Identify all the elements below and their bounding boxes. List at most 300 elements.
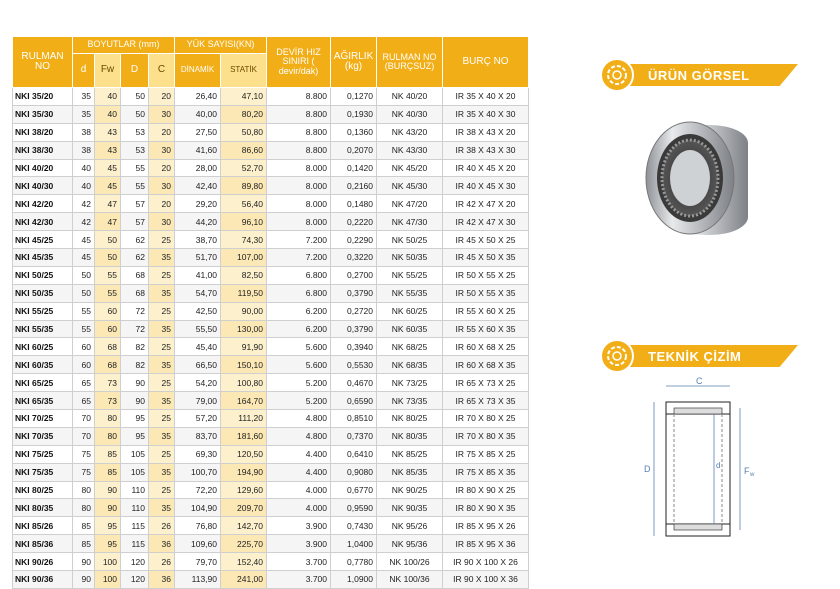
table-cell: 100 bbox=[95, 571, 121, 589]
table-cell: 0,6410 bbox=[331, 445, 377, 463]
table-cell: 0,2070 bbox=[331, 141, 377, 159]
table-cell: 85 bbox=[73, 535, 95, 553]
table-cell: NKI 45/35 bbox=[13, 249, 73, 267]
table-cell: 115 bbox=[121, 517, 149, 535]
table-cell: 20 bbox=[149, 123, 175, 141]
table-cell: 0,2220 bbox=[331, 213, 377, 231]
table-row bbox=[13, 105, 529, 123]
table-cell: 45 bbox=[73, 231, 95, 249]
header-d: d bbox=[73, 54, 95, 88]
table-cell: NKI 60/35 bbox=[13, 356, 73, 374]
table-cell: 3.700 bbox=[267, 571, 331, 589]
table-cell: 35 bbox=[149, 249, 175, 267]
table-cell: NK 80/35 bbox=[377, 427, 443, 445]
table-cell: 100 bbox=[95, 553, 121, 571]
table-cell: IR 70 X 80 X 35 bbox=[443, 427, 529, 445]
table-row bbox=[13, 374, 529, 392]
table-cell: 4.800 bbox=[267, 410, 331, 428]
table-cell: NKI 65/35 bbox=[13, 392, 73, 410]
table-cell: 35 bbox=[149, 392, 175, 410]
table-cell: 30 bbox=[149, 105, 175, 123]
table-row bbox=[13, 535, 529, 553]
table-cell: 0,9080 bbox=[331, 463, 377, 481]
table-cell: NK 55/25 bbox=[377, 266, 443, 284]
table-cell: NK 80/25 bbox=[377, 410, 443, 428]
table-cell: 35 bbox=[149, 284, 175, 302]
table-cell: NK 90/35 bbox=[377, 499, 443, 517]
table-cell: 53 bbox=[121, 141, 149, 159]
table-row bbox=[13, 284, 529, 302]
table-row bbox=[13, 249, 529, 267]
table-cell: 25 bbox=[149, 410, 175, 428]
table-cell: NK 68/35 bbox=[377, 356, 443, 374]
table-cell: IR 60 X 68 X 35 bbox=[443, 356, 529, 374]
table-row bbox=[13, 392, 529, 410]
table-cell: 82,50 bbox=[221, 266, 267, 284]
table-cell: 30 bbox=[149, 177, 175, 195]
table-cell: NKI 60/25 bbox=[13, 338, 73, 356]
table-cell: 25 bbox=[149, 374, 175, 392]
table-cell: IR 70 X 80 X 25 bbox=[443, 410, 529, 428]
table-cell: IR 50 X 55 X 25 bbox=[443, 266, 529, 284]
table-cell: IR 85 X 95 X 36 bbox=[443, 535, 529, 553]
table-cell: 28,00 bbox=[175, 159, 221, 177]
table-cell: IR 75 X 85 X 35 bbox=[443, 463, 529, 481]
table-cell: 4.400 bbox=[267, 463, 331, 481]
table-row bbox=[13, 266, 529, 284]
table-cell: 225,70 bbox=[221, 535, 267, 553]
table-cell: IR 55 X 60 X 25 bbox=[443, 302, 529, 320]
table-cell: 25 bbox=[149, 481, 175, 499]
table-cell: 45 bbox=[95, 177, 121, 195]
table-cell: 100,70 bbox=[175, 463, 221, 481]
table-cell: 90 bbox=[95, 499, 121, 517]
table-cell: 82 bbox=[121, 338, 149, 356]
table-cell: NKI 45/25 bbox=[13, 231, 73, 249]
table-cell: 53 bbox=[121, 123, 149, 141]
table-cell: 54,70 bbox=[175, 284, 221, 302]
table-cell: NKI 40/30 bbox=[13, 177, 73, 195]
table-cell: NK 90/25 bbox=[377, 481, 443, 499]
bearing-badge-icon bbox=[600, 58, 634, 92]
table-cell: 40 bbox=[95, 105, 121, 123]
table-cell: 40 bbox=[73, 159, 95, 177]
table-cell: 35 bbox=[149, 427, 175, 445]
table-cell: NKI 55/25 bbox=[13, 302, 73, 320]
table-cell: 6.800 bbox=[267, 284, 331, 302]
table-cell: 41,00 bbox=[175, 266, 221, 284]
table-cell: 8.800 bbox=[267, 105, 331, 123]
table-cell: NK 40/20 bbox=[377, 88, 443, 106]
table-cell: 82 bbox=[121, 356, 149, 374]
table-cell: 80,20 bbox=[221, 105, 267, 123]
table-cell: IR 35 X 40 X 20 bbox=[443, 88, 529, 106]
table-cell: 75 bbox=[73, 445, 95, 463]
table-cell: 65 bbox=[73, 392, 95, 410]
table-cell: 111,20 bbox=[221, 410, 267, 428]
table-cell: 90 bbox=[95, 481, 121, 499]
table-cell: 30 bbox=[149, 213, 175, 231]
table-cell: 43 bbox=[95, 123, 121, 141]
table-cell: 8.800 bbox=[267, 141, 331, 159]
table-cell: 0,1360 bbox=[331, 123, 377, 141]
table-cell: NK 85/25 bbox=[377, 445, 443, 463]
table-cell: 120 bbox=[121, 553, 149, 571]
table-cell: 3.900 bbox=[267, 517, 331, 535]
table-cell: 68 bbox=[121, 284, 149, 302]
table-cell: NK 73/25 bbox=[377, 374, 443, 392]
table-cell: 29,20 bbox=[175, 195, 221, 213]
table-cell: 47 bbox=[95, 213, 121, 231]
section-urun-gorsel bbox=[600, 60, 800, 86]
header-dinamik: DİNAMİK bbox=[175, 54, 221, 88]
table-row bbox=[13, 481, 529, 499]
table-cell: 36 bbox=[149, 571, 175, 589]
table-cell: 0,7370 bbox=[331, 427, 377, 445]
table-cell: 6.800 bbox=[267, 266, 331, 284]
table-cell: 1,0900 bbox=[331, 571, 377, 589]
table-cell: 44,20 bbox=[175, 213, 221, 231]
table-cell: 45 bbox=[95, 159, 121, 177]
table-cell: 57 bbox=[121, 213, 149, 231]
table-cell: 85 bbox=[73, 517, 95, 535]
table-cell: 1,0400 bbox=[331, 535, 377, 553]
table-cell: 40 bbox=[73, 177, 95, 195]
table-cell: 55 bbox=[121, 177, 149, 195]
table-cell: 69,30 bbox=[175, 445, 221, 463]
table-row bbox=[13, 517, 529, 535]
table-cell: 68 bbox=[95, 338, 121, 356]
table-row bbox=[13, 177, 529, 195]
table-cell: NK 50/35 bbox=[377, 249, 443, 267]
table-row bbox=[13, 302, 529, 320]
drawing-label-D: D bbox=[644, 464, 651, 474]
table-cell: NK 73/35 bbox=[377, 392, 443, 410]
table-cell: 47 bbox=[95, 195, 121, 213]
table-row bbox=[13, 231, 529, 249]
table-cell: 0,6770 bbox=[331, 481, 377, 499]
table-cell: 4.400 bbox=[267, 445, 331, 463]
table-cell: NKI 50/25 bbox=[13, 266, 73, 284]
table-cell: NKI 80/35 bbox=[13, 499, 73, 517]
table-cell: 8.000 bbox=[267, 177, 331, 195]
table-cell: 65 bbox=[73, 374, 95, 392]
table-cell: 0,3790 bbox=[331, 320, 377, 338]
table-cell: 90 bbox=[121, 374, 149, 392]
table-cell: 55 bbox=[73, 320, 95, 338]
table-cell: 0,2160 bbox=[331, 177, 377, 195]
table-row bbox=[13, 195, 529, 213]
table-cell: NK 40/30 bbox=[377, 105, 443, 123]
table-cell: NKI 50/35 bbox=[13, 284, 73, 302]
table-cell: 0,1480 bbox=[331, 195, 377, 213]
table-cell: 50 bbox=[73, 266, 95, 284]
table-cell: 0,3790 bbox=[331, 284, 377, 302]
table-cell: NKI 70/35 bbox=[13, 427, 73, 445]
table-row bbox=[13, 320, 529, 338]
table-cell: 80 bbox=[95, 427, 121, 445]
table-cell: IR 65 X 73 X 25 bbox=[443, 374, 529, 392]
table-cell: IR 85 X 95 X 26 bbox=[443, 517, 529, 535]
table-cell: 8.800 bbox=[267, 123, 331, 141]
table-cell: 75 bbox=[73, 463, 95, 481]
table-cell: 104,90 bbox=[175, 499, 221, 517]
table-cell: NK 43/20 bbox=[377, 123, 443, 141]
table-cell: 40 bbox=[95, 88, 121, 106]
table-cell: 90,00 bbox=[221, 302, 267, 320]
table-cell: 142,70 bbox=[221, 517, 267, 535]
table-cell: 25 bbox=[149, 338, 175, 356]
header-devir-hiz: DEVİR HIZ SINIRI ( devir/dak) bbox=[267, 37, 331, 88]
table-cell: 45 bbox=[73, 249, 95, 267]
table-cell: 25 bbox=[149, 302, 175, 320]
table-cell: IR 38 X 43 X 30 bbox=[443, 141, 529, 159]
table-cell: NKI 80/25 bbox=[13, 481, 73, 499]
table-cell: 50 bbox=[95, 249, 121, 267]
table-cell: NKI 42/30 bbox=[13, 213, 73, 231]
table-cell: 55 bbox=[95, 266, 121, 284]
table-cell: 55 bbox=[73, 302, 95, 320]
table-cell: 60 bbox=[73, 356, 95, 374]
table-cell: 90 bbox=[73, 571, 95, 589]
table-cell: IR 35 X 40 X 30 bbox=[443, 105, 529, 123]
table-cell: NKI 85/26 bbox=[13, 517, 73, 535]
table-row bbox=[13, 445, 529, 463]
table-cell: NKI 75/35 bbox=[13, 463, 73, 481]
table-cell: NKI 90/36 bbox=[13, 571, 73, 589]
table-cell: 6.200 bbox=[267, 302, 331, 320]
table-cell: 57,20 bbox=[175, 410, 221, 428]
table-cell: 76,80 bbox=[175, 517, 221, 535]
table-cell: 0,7780 bbox=[331, 553, 377, 571]
table-cell: 35 bbox=[73, 105, 95, 123]
table-cell: 52,70 bbox=[221, 159, 267, 177]
table-cell: 25 bbox=[149, 445, 175, 463]
table-row bbox=[13, 410, 529, 428]
table-cell: 90 bbox=[121, 392, 149, 410]
table-cell: IR 65 X 73 X 35 bbox=[443, 392, 529, 410]
table-cell: 68 bbox=[95, 356, 121, 374]
table-cell: NKI 35/30 bbox=[13, 105, 73, 123]
table-cell: 62 bbox=[121, 231, 149, 249]
table-cell: 89,80 bbox=[221, 177, 267, 195]
table-cell: 110 bbox=[121, 481, 149, 499]
table-cell: 120 bbox=[121, 571, 149, 589]
product-image bbox=[630, 100, 770, 250]
table-cell: 110 bbox=[121, 499, 149, 517]
table-row bbox=[13, 553, 529, 571]
table-cell: 4.000 bbox=[267, 481, 331, 499]
table-cell: 100,80 bbox=[221, 374, 267, 392]
table-cell: 79,70 bbox=[175, 553, 221, 571]
table-cell: 0,2290 bbox=[331, 231, 377, 249]
section-title-urun-gorsel: ÜRÜN GÖRSEL bbox=[648, 68, 750, 83]
table-cell: 5.200 bbox=[267, 392, 331, 410]
table-cell: 70 bbox=[73, 410, 95, 428]
table-cell: IR 80 X 90 X 35 bbox=[443, 499, 529, 517]
table-cell: 105 bbox=[121, 445, 149, 463]
table-cell: 95 bbox=[121, 427, 149, 445]
table-row bbox=[13, 159, 529, 177]
header-statik: STATİK bbox=[221, 54, 267, 88]
table-cell: 209,70 bbox=[221, 499, 267, 517]
table-cell: 3.700 bbox=[267, 553, 331, 571]
table-cell: 8.000 bbox=[267, 159, 331, 177]
table-cell: 0,2720 bbox=[331, 302, 377, 320]
table-row bbox=[13, 141, 529, 159]
table-cell: IR 42 X 47 X 20 bbox=[443, 195, 529, 213]
table-cell: 62 bbox=[121, 249, 149, 267]
technical-drawing bbox=[630, 372, 770, 552]
section-title-teknik-cizim: TEKNİK ÇİZİM bbox=[648, 349, 742, 364]
table-cell: 41,60 bbox=[175, 141, 221, 159]
header-D: D bbox=[121, 54, 149, 88]
table-cell: NK 55/35 bbox=[377, 284, 443, 302]
table-cell: 7.200 bbox=[267, 249, 331, 267]
table-cell: 241,00 bbox=[221, 571, 267, 589]
table-cell: 50 bbox=[95, 231, 121, 249]
table-cell: 45,40 bbox=[175, 338, 221, 356]
table-row bbox=[13, 463, 529, 481]
table-cell: 150,10 bbox=[221, 356, 267, 374]
table-cell: 0,1270 bbox=[331, 88, 377, 106]
header-agirlik: AĞIRLIK (kg) bbox=[331, 37, 377, 88]
section-teknik-cizim bbox=[600, 341, 800, 367]
table-cell: 80 bbox=[73, 499, 95, 517]
table-cell: 35 bbox=[149, 356, 175, 374]
table-cell: 130,00 bbox=[221, 320, 267, 338]
table-cell: 72 bbox=[121, 320, 149, 338]
table-cell: 40,00 bbox=[175, 105, 221, 123]
table-cell: 0,9590 bbox=[331, 499, 377, 517]
drawing-label-c: C bbox=[696, 376, 703, 386]
table-cell: NKI 85/36 bbox=[13, 535, 73, 553]
table-cell: 72,20 bbox=[175, 481, 221, 499]
table-cell: 5.600 bbox=[267, 356, 331, 374]
table-cell: NKI 35/20 bbox=[13, 88, 73, 106]
table-cell: 26,40 bbox=[175, 88, 221, 106]
table-cell: IR 38 X 43 X 20 bbox=[443, 123, 529, 141]
table-cell: NK 85/35 bbox=[377, 463, 443, 481]
table-cell: IR 40 X 45 X 30 bbox=[443, 177, 529, 195]
header-fw: Fw bbox=[95, 54, 121, 88]
table-cell: NK 47/20 bbox=[377, 195, 443, 213]
table-cell: 4.000 bbox=[267, 499, 331, 517]
table-cell: 60 bbox=[73, 338, 95, 356]
table-cell: 50 bbox=[121, 105, 149, 123]
table-cell: NK 50/25 bbox=[377, 231, 443, 249]
table-cell: 79,00 bbox=[175, 392, 221, 410]
table-cell: 86,60 bbox=[221, 141, 267, 159]
table-cell: IR 60 X 68 X 25 bbox=[443, 338, 529, 356]
bearing-badge-icon bbox=[600, 339, 634, 373]
table-cell: 4.800 bbox=[267, 427, 331, 445]
table-cell: IR 75 X 85 X 25 bbox=[443, 445, 529, 463]
table-cell: NK 60/35 bbox=[377, 320, 443, 338]
table-cell: 8.800 bbox=[267, 88, 331, 106]
table-cell: 26 bbox=[149, 553, 175, 571]
table-cell: 73 bbox=[95, 392, 121, 410]
table-cell: 38 bbox=[73, 141, 95, 159]
table-cell: 25 bbox=[149, 231, 175, 249]
table-cell: 73 bbox=[95, 374, 121, 392]
table-cell: 20 bbox=[149, 195, 175, 213]
table-cell: 0,5530 bbox=[331, 356, 377, 374]
table-cell: IR 55 X 60 X 35 bbox=[443, 320, 529, 338]
table-cell: NK 45/20 bbox=[377, 159, 443, 177]
table-cell: NKI 90/26 bbox=[13, 553, 73, 571]
header-rulman-no: RULMAN NO bbox=[13, 37, 73, 88]
table-cell: 164,70 bbox=[221, 392, 267, 410]
table-cell: 50 bbox=[73, 284, 95, 302]
table-cell: 0,3940 bbox=[331, 338, 377, 356]
table-body bbox=[13, 88, 529, 589]
table-cell: 20 bbox=[149, 159, 175, 177]
table-cell: 0,6590 bbox=[331, 392, 377, 410]
table-cell: 120,50 bbox=[221, 445, 267, 463]
table-cell: 55 bbox=[121, 159, 149, 177]
table-cell: 57 bbox=[121, 195, 149, 213]
table-cell: 47,10 bbox=[221, 88, 267, 106]
table-cell: 36 bbox=[149, 535, 175, 553]
table-row bbox=[13, 499, 529, 517]
table-cell: 119,50 bbox=[221, 284, 267, 302]
table-cell: 55 bbox=[95, 284, 121, 302]
table-cell: 60 bbox=[95, 320, 121, 338]
table-cell: 0,1420 bbox=[331, 159, 377, 177]
table-cell: 25 bbox=[149, 266, 175, 284]
header-boyutlar: BOYUTLAR (mm) bbox=[73, 37, 175, 54]
table-row bbox=[13, 427, 529, 445]
table-cell: 72 bbox=[121, 302, 149, 320]
table-cell: NK 68/25 bbox=[377, 338, 443, 356]
table-cell: 55,50 bbox=[175, 320, 221, 338]
table-cell: 51,70 bbox=[175, 249, 221, 267]
table-cell: 26 bbox=[149, 517, 175, 535]
table-cell: 109,60 bbox=[175, 535, 221, 553]
table-cell: NK 47/30 bbox=[377, 213, 443, 231]
table-cell: 0,4670 bbox=[331, 374, 377, 392]
table-cell: 5.600 bbox=[267, 338, 331, 356]
table-cell: 85 bbox=[95, 463, 121, 481]
table-cell: 42 bbox=[73, 195, 95, 213]
table-cell: IR 45 X 50 X 35 bbox=[443, 249, 529, 267]
table-cell: 6.200 bbox=[267, 320, 331, 338]
table-cell: 0,8510 bbox=[331, 410, 377, 428]
table-cell: NK 100/26 bbox=[377, 553, 443, 571]
table-cell: 50 bbox=[121, 88, 149, 106]
table-cell: 60 bbox=[95, 302, 121, 320]
table-cell: 3.900 bbox=[267, 535, 331, 553]
table-cell: NK 45/30 bbox=[377, 177, 443, 195]
table-cell: 35 bbox=[149, 499, 175, 517]
table-cell: IR 90 X 100 X 36 bbox=[443, 571, 529, 589]
table-cell: 80 bbox=[73, 481, 95, 499]
table-cell: 95 bbox=[95, 535, 121, 553]
table-row bbox=[13, 571, 529, 589]
table-cell: 0,1930 bbox=[331, 105, 377, 123]
table-cell: NK 100/36 bbox=[377, 571, 443, 589]
table-cell: IR 40 X 45 X 20 bbox=[443, 159, 529, 177]
table-cell: 35 bbox=[73, 88, 95, 106]
table-cell: IR 50 X 55 X 35 bbox=[443, 284, 529, 302]
table-cell: 85 bbox=[95, 445, 121, 463]
table-cell: 83,70 bbox=[175, 427, 221, 445]
table-cell: NKI 40/20 bbox=[13, 159, 73, 177]
table-cell: NK 95/36 bbox=[377, 535, 443, 553]
table-cell: 50,80 bbox=[221, 123, 267, 141]
header-burc-no: BURÇ NO bbox=[443, 37, 529, 88]
